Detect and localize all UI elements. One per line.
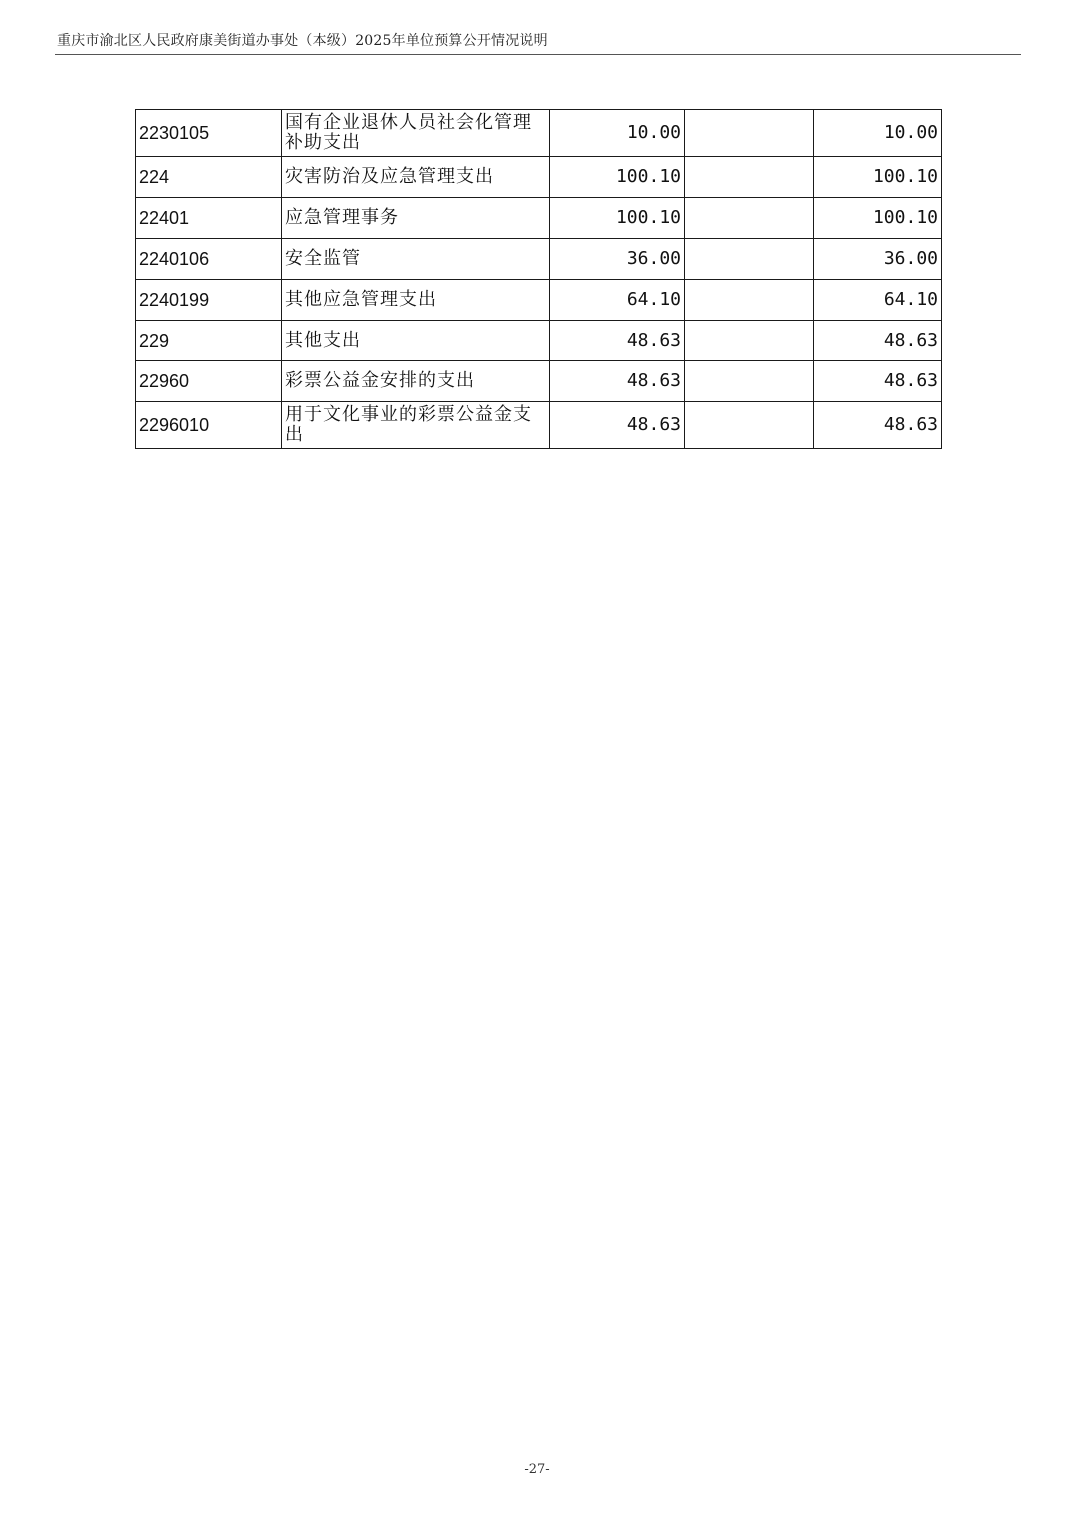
- row-name: 国有企业退休人员社会化管理补助支出: [282, 110, 550, 157]
- row-col-b: [685, 361, 814, 402]
- table-row: [136, 402, 942, 449]
- row-col-b: [685, 402, 814, 449]
- row-name: 安全监管: [282, 239, 550, 280]
- row-col-b: [685, 157, 814, 198]
- row-total: 64.10: [550, 280, 685, 321]
- row-total: 10.00: [550, 110, 685, 157]
- row-code: 2230105: [136, 110, 282, 157]
- row-col-c: 64.10: [814, 280, 942, 321]
- row-code: 22401: [136, 198, 282, 239]
- row-col-b: [685, 239, 814, 280]
- row-name: 应急管理事务: [282, 198, 550, 239]
- row-total: 48.63: [550, 321, 685, 361]
- page-header-title: 重庆市渝北区人民政府康美街道办事处（本级）2025年单位预算公开情况说明: [57, 33, 548, 49]
- table-row: [136, 321, 942, 361]
- row-name: 用于文化事业的彩票公益金支出: [282, 402, 550, 449]
- row-col-b: [685, 198, 814, 239]
- row-total: 48.63: [550, 402, 685, 449]
- table-row: [136, 361, 942, 402]
- row-col-b: [685, 321, 814, 361]
- row-total: 36.00: [550, 239, 685, 280]
- table-row: [136, 110, 942, 157]
- row-col-c: 100.10: [814, 198, 942, 239]
- row-col-c: 48.63: [814, 321, 942, 361]
- row-code: 229: [136, 321, 282, 361]
- page-number: -27-: [524, 1462, 550, 1477]
- row-col-c: 48.63: [814, 402, 942, 449]
- row-total: 100.10: [550, 157, 685, 198]
- row-name: 其他应急管理支出: [282, 280, 550, 321]
- table-row: [136, 157, 942, 198]
- row-col-c: 100.10: [814, 157, 942, 198]
- table-row: [136, 239, 942, 280]
- row-code: 2240199: [136, 280, 282, 321]
- budget-table: [135, 109, 942, 449]
- row-col-b: [685, 110, 814, 157]
- table-row: [136, 198, 942, 239]
- row-col-c: 10.00: [814, 110, 942, 157]
- row-code: 22960: [136, 361, 282, 402]
- table-row: [136, 280, 942, 321]
- row-col-c: 36.00: [814, 239, 942, 280]
- row-name: 彩票公益金安排的支出: [282, 361, 550, 402]
- header-divider: [55, 54, 1021, 55]
- row-total: 100.10: [550, 198, 685, 239]
- row-code: 224: [136, 157, 282, 198]
- row-code: 2296010: [136, 402, 282, 449]
- row-col-c: 48.63: [814, 361, 942, 402]
- row-name: 灾害防治及应急管理支出: [282, 157, 550, 198]
- row-code: 2240106: [136, 239, 282, 280]
- row-total: 48.63: [550, 361, 685, 402]
- row-col-b: [685, 280, 814, 321]
- row-name: 其他支出: [282, 321, 550, 361]
